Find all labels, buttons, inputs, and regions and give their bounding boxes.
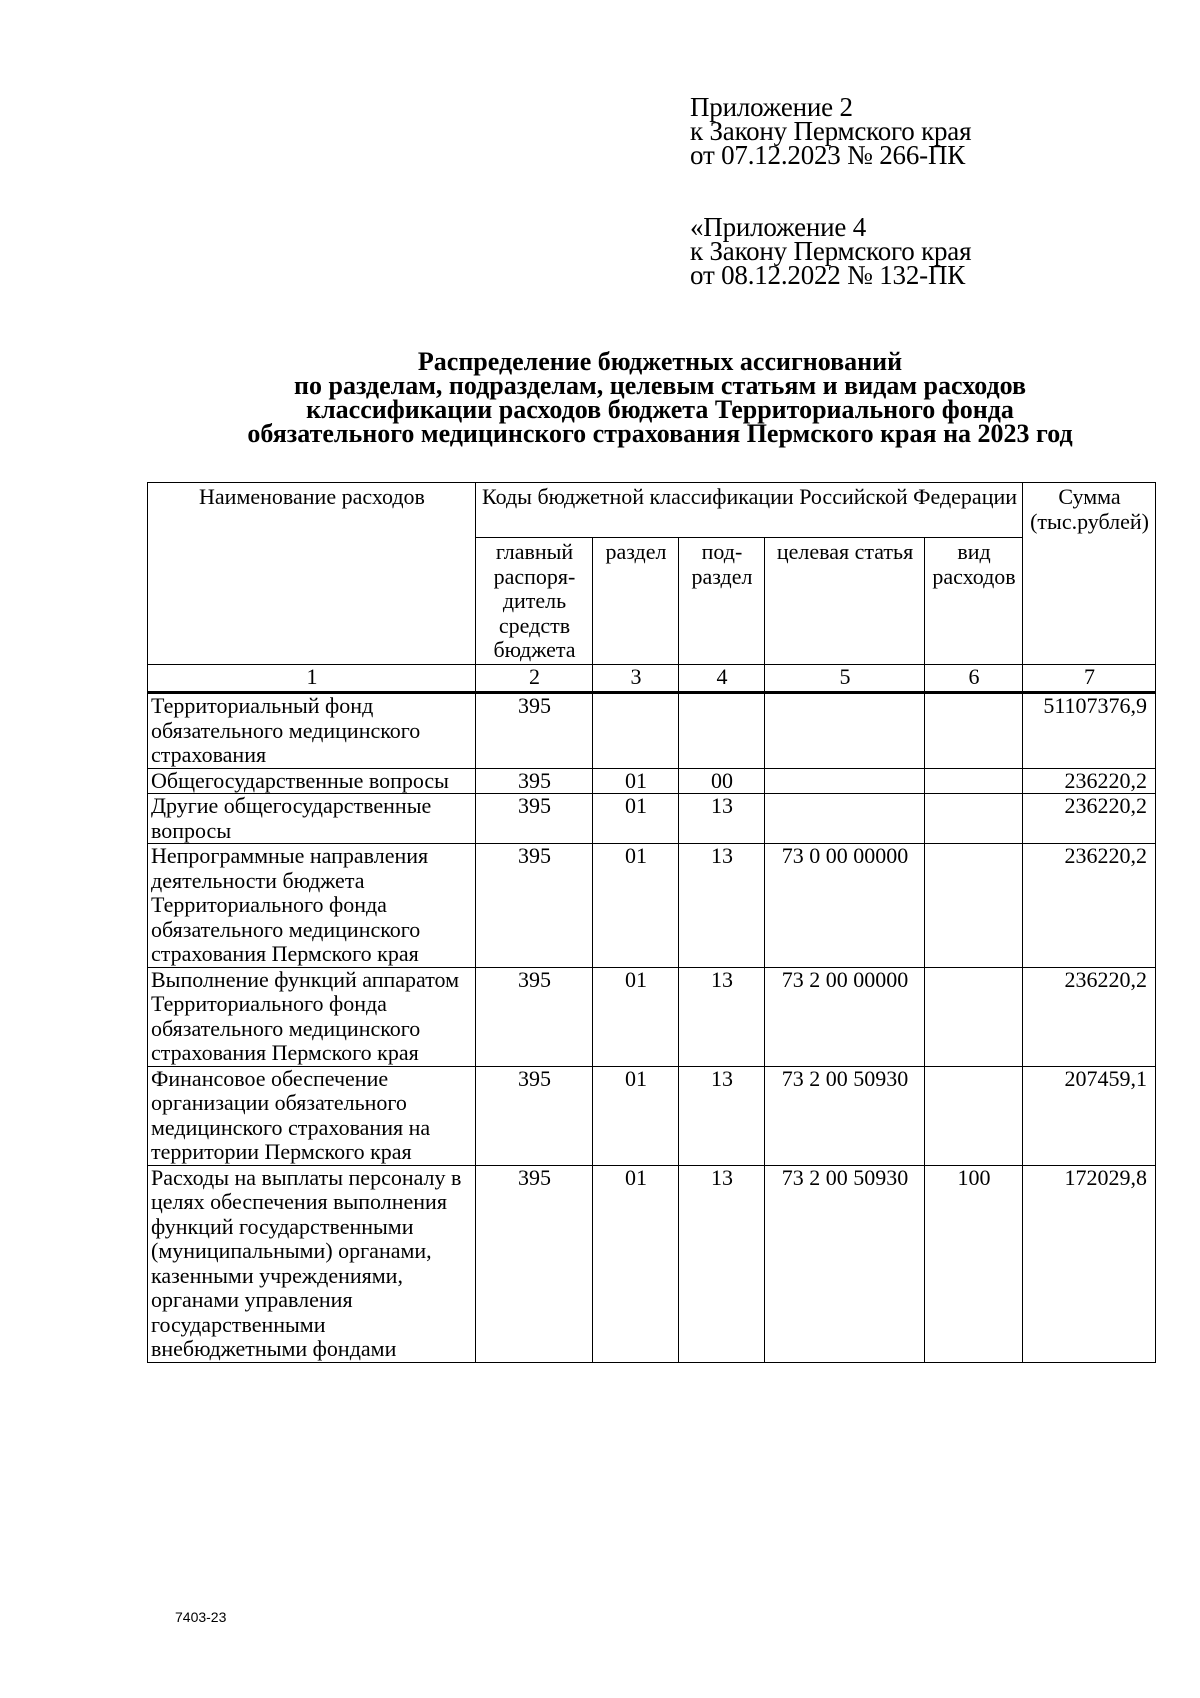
row-type (925, 794, 1023, 844)
row-subsection (679, 693, 765, 769)
title-line: классификации расходов бюджета Территориального фонда (306, 395, 1014, 424)
title-line: обязательного медицинского страхования Пермского края на 2023 год (247, 419, 1073, 448)
row-type (925, 693, 1023, 769)
appendix-line: «Приложение 4 (690, 212, 867, 242)
table-row (148, 1165, 1156, 1362)
row-subsection: 13 (679, 1066, 765, 1165)
row-section: 01 (593, 1165, 679, 1362)
header-target: целевая статья (765, 538, 925, 665)
row-type (925, 844, 1023, 968)
column-number: 3 (593, 665, 679, 693)
row-sum: 236220,2 (1023, 967, 1156, 1066)
row-name: Территориальный фонд обязательного медицинского страхования (148, 693, 476, 769)
header-codes: Коды бюджетной классификации Российской Федерации (476, 483, 1023, 538)
appendix-line: к Закону Пермского края (690, 236, 972, 266)
row-sum: 207459,1 (1023, 1066, 1156, 1165)
column-number: 6 (925, 665, 1023, 693)
column-number: 4 (679, 665, 765, 693)
row-name: Общегосударственные вопросы (148, 768, 476, 794)
row-admin: 395 (476, 794, 593, 844)
table-row (148, 794, 1156, 844)
header-subsection: под-раздел (679, 538, 765, 665)
row-target: 73 2 00 50930 (765, 1165, 925, 1362)
row-sum: 236220,2 (1023, 794, 1156, 844)
header-sum: Сумма (тыс.рублей) (1023, 483, 1156, 665)
title-line: Распределение бюджетных ассигнований (417, 347, 903, 376)
header-expense-type: вид расходов (925, 538, 1023, 665)
row-sum: 51107376,9 (1023, 693, 1156, 769)
row-type (925, 1066, 1023, 1165)
row-admin: 395 (476, 768, 593, 794)
column-number: 7 (1023, 665, 1156, 693)
row-section: 01 (593, 844, 679, 968)
appendix-amended (690, 212, 1110, 290)
row-subsection: 13 (679, 1165, 765, 1362)
appendix-line: Приложение 2 (690, 92, 853, 122)
row-section: 01 (593, 794, 679, 844)
row-sum: 172029,8 (1023, 1165, 1156, 1362)
row-section: 01 (593, 1066, 679, 1165)
table-row (148, 768, 1156, 794)
row-subsection: 13 (679, 794, 765, 844)
appendix-line: к Закону Пермского края (690, 116, 972, 146)
row-admin: 395 (476, 1066, 593, 1165)
row-target (765, 693, 925, 769)
table-row (148, 967, 1156, 1066)
budget-table (147, 482, 1156, 1363)
column-number: 2 (476, 665, 593, 693)
row-name: Выполнение функций аппаратом Территориального фонда обязательного медицинского страхования Пермского края (148, 967, 476, 1066)
row-target: 73 0 00 00000 (765, 844, 925, 968)
row-sum: 236220,2 (1023, 768, 1156, 794)
title-line: по разделам, подразделам, целевым статьям и видам расходов (294, 371, 1026, 400)
row-target: 73 2 00 50930 (765, 1066, 925, 1165)
row-target (765, 768, 925, 794)
document-title (140, 347, 1180, 448)
row-target: 73 2 00 00000 (765, 967, 925, 1066)
row-admin: 395 (476, 693, 593, 769)
column-number-row (148, 665, 1156, 693)
row-type: 100 (925, 1165, 1023, 1362)
appendix-current (690, 92, 1110, 170)
header-admin: главный распоря-дитель средств бюджета (476, 538, 593, 665)
row-name: Расходы на выплаты персоналу в целях обеспечения выполнения функций государственными (муниципальными) органами, казенными учреждениями, органами управления государственными внебюджетными фондами (148, 1165, 476, 1362)
row-section: 01 (593, 768, 679, 794)
row-admin: 395 (476, 844, 593, 968)
row-sum: 236220,2 (1023, 844, 1156, 968)
header-name: Наименование расходов (148, 483, 476, 665)
table-row (148, 693, 1156, 769)
row-subsection: 13 (679, 844, 765, 968)
document-code: 7403-23 (175, 1609, 227, 1625)
table-row (148, 1066, 1156, 1165)
row-admin: 395 (476, 967, 593, 1066)
row-name: Непрограммные направления деятельности бюджета Территориального фонда обязательного медицинского страхования Пермского края (148, 844, 476, 968)
row-subsection: 00 (679, 768, 765, 794)
row-admin: 395 (476, 1165, 593, 1362)
row-type (925, 768, 1023, 794)
row-name: Другие общегосударственные вопросы (148, 794, 476, 844)
row-type (925, 967, 1023, 1066)
row-section (593, 693, 679, 769)
row-subsection: 13 (679, 967, 765, 1066)
row-name: Финансовое обеспечение организации обязательного медицинского страхования на территории Пермского края (148, 1066, 476, 1165)
appendix-line: от 08.12.2022 № 132-ПК (690, 260, 966, 290)
row-target (765, 794, 925, 844)
column-number: 1 (148, 665, 476, 693)
column-number: 5 (765, 665, 925, 693)
table-row (148, 844, 1156, 968)
row-section: 01 (593, 967, 679, 1066)
header-row (148, 483, 1156, 538)
header-section: раздел (593, 538, 679, 665)
appendix-line: от 07.12.2023 № 266-ПК (690, 140, 966, 170)
